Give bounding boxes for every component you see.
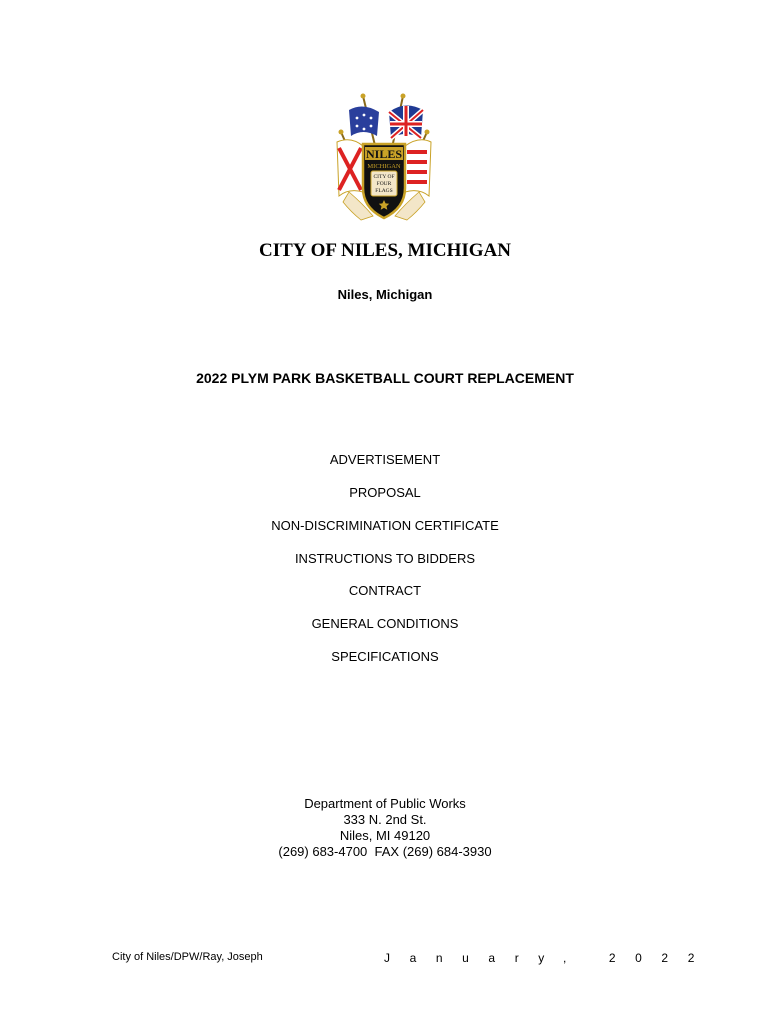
phone-fax: (269) 683-4700 FAX (269) 684-3930	[278, 844, 492, 859]
department-address-block	[0, 796, 770, 860]
street-address: 333 N. 2nd St.	[343, 812, 427, 827]
contents-item-advertisement: ADVERTISEMENT	[329, 452, 441, 467]
svg-text:CITY OF: CITY OF	[373, 174, 395, 180]
svg-text:NILES: NILES	[365, 147, 403, 161]
contents-item-specifications: SPECIFICATIONS	[331, 649, 439, 664]
svg-text:FOUR: FOUR	[376, 181, 392, 187]
project-title: 2022 PLYM PARK BASKETBALL COURT REPLACEMENT	[196, 370, 574, 386]
department-name: Department of Public Works	[304, 796, 466, 811]
contents-item-instructions-to-bidders: INSTRUCTIONS TO BIDDERS	[294, 551, 476, 566]
contents-item-non-discrimination-certificate: NON-DISCRIMINATION CERTIFICATE	[271, 518, 499, 533]
document-subtitle: Niles, Michigan	[337, 287, 433, 302]
footer-author: City of Niles/DPW/Ray, Joseph	[112, 951, 263, 963]
contents-item-contract: CONTRACT	[348, 583, 422, 598]
footer-date: January, 2022	[384, 951, 714, 965]
contents-item-general-conditions: GENERAL CONDITIONS	[311, 616, 459, 631]
document-title: CITY OF NILES, MICHIGAN	[259, 240, 511, 261]
city-state-zip: Niles, MI 49120	[339, 828, 431, 843]
city-seal-logo	[333, 92, 435, 224]
svg-text:MICHIGAN: MICHIGAN	[367, 163, 401, 170]
contents-item-proposal: PROPOSAL	[349, 485, 421, 500]
svg-text:FLAGS: FLAGS	[375, 188, 393, 194]
